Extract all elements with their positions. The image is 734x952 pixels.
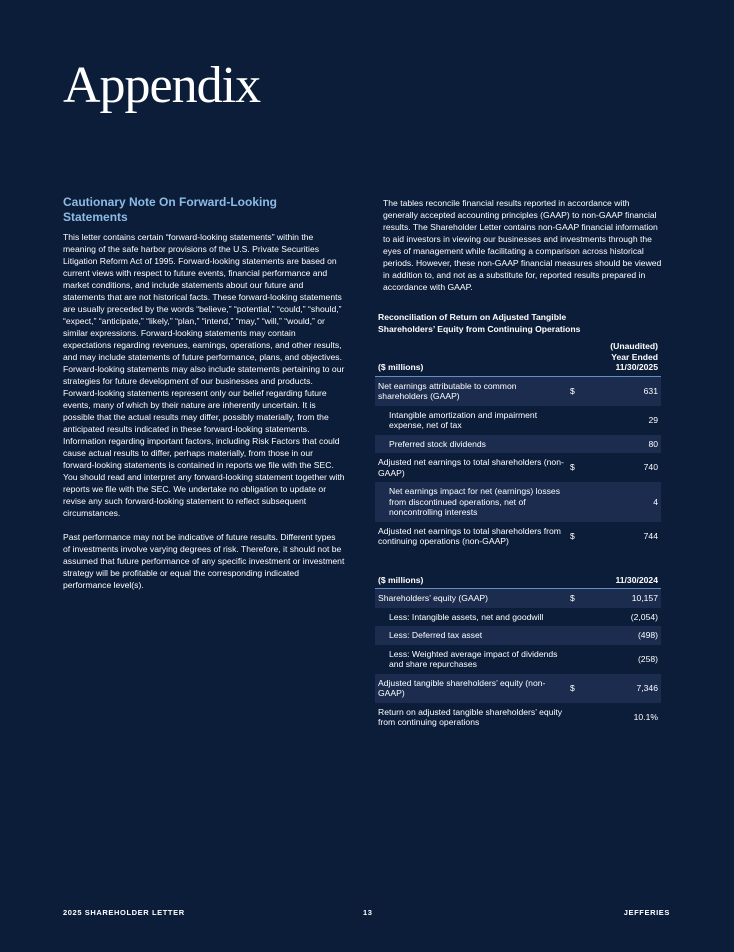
- row-value: 29: [648, 414, 658, 425]
- table-row: [375, 376, 661, 406]
- row-currency: $: [567, 376, 585, 406]
- table-row: [375, 674, 661, 703]
- row-label: Less: Weighted average impact of dividends and share repurchases: [389, 648, 558, 669]
- row-label: Preferred stock dividends: [375, 435, 567, 454]
- cautionary-note: [63, 195, 345, 603]
- table-row: [375, 608, 661, 627]
- row-currency: $: [567, 674, 585, 703]
- reconciliation-table-equity: [375, 575, 661, 732]
- row-value: 10,157: [585, 589, 661, 608]
- row-currency: [567, 626, 585, 645]
- row-currency: [567, 406, 585, 435]
- reconciliation-table-earnings: [375, 341, 661, 551]
- row-currency: $: [570, 530, 575, 541]
- row-value: 744: [643, 530, 658, 541]
- table1-col-line1: (Unaudited): [610, 341, 658, 351]
- row-value: (258): [637, 653, 658, 664]
- row-label: Shareholders’ equity (GAAP): [375, 589, 567, 608]
- row-value: 7,346: [585, 674, 661, 703]
- row-currency: [567, 482, 585, 522]
- table-row: [375, 626, 661, 645]
- footer-publication: 2025 SHAREHOLDER LETTER: [63, 908, 185, 917]
- row-label: Net earnings attributable to common shareholders (GAAP): [375, 376, 567, 406]
- cautionary-paragraph-1: This letter contains certain “forward-looking statements” within the meaning of the safe harbor provisions of the U.S. Private Securities Litigation Reform Act of 1995. Forward-looking statements are based on current views with respect to future events, financial performance and market conditions, and include statements about our future and statements that are not historical facts. These forward-looking statements are usually preceded by the words “believe,” “potential,” “could,” “should,” “expect,” “anticipate,” “likely,” “plan,” “intend,” “may,” “will,” “would,” or similar expressions. Forward-looking statements may contain expectations regarding revenues, earnings, operations, and other results, and may include statements of future performance, plans, and objectives. Forward-looking statements may also include statements pertaining to our strategies for future development of our businesses and products. Forward-looking statements represent only our belief regarding future events, many of which by their nature are inherently uncertain. It is possible that the actual results may differ, possibly materially, from the anticipated results indicated in these forward-looking statements. Information regarding important factors, including Risk Factors that could cause actual results to differ, perhaps materially, from those in our forward-looking statements is contained in reports we file with the SEC. You should read and interpret any forward-looking statement together with reports we file with the SEC. We undertake no obligation to update or revise any such forward-looking statement to reflect subsequent circumstances.: [63, 232, 345, 518]
- table1-title-line1: Reconciliation of Return on Adjusted Tangible: [378, 312, 567, 322]
- row-currency: $: [567, 589, 585, 608]
- row-value: 740: [643, 462, 658, 473]
- row-currency: [567, 645, 585, 674]
- table-row: [375, 435, 661, 454]
- reconciliation-section: [375, 197, 661, 732]
- row-label: Adjusted tangible shareholders’ equity (non-GAAP): [375, 674, 567, 703]
- row-value: (2,054): [630, 611, 658, 622]
- row-value: 80: [585, 435, 661, 454]
- row-label: Intangible amortization and impairment expense, net of tax: [389, 409, 538, 430]
- table-row: [375, 645, 661, 674]
- row-label: Net earnings impact for net (earnings) losses from discontinued operations, net of noncontrolling interests: [375, 482, 567, 522]
- row-label: Adjusted net earnings to total shareholders (non-GAAP): [378, 457, 564, 478]
- row-currency: $: [570, 462, 575, 473]
- table-row: [375, 406, 661, 435]
- footer-company: JEFFERIES: [623, 908, 670, 917]
- row-label: Return on adjusted tangible shareholders’ equity from continuing operations: [378, 706, 563, 727]
- table-row: [375, 453, 661, 482]
- table-row: [375, 589, 661, 608]
- table1-title: [378, 311, 661, 335]
- table-row: [375, 703, 661, 732]
- row-label: Less: Deferred tax asset: [375, 626, 567, 645]
- table-row: [375, 482, 661, 522]
- table1-title-line2: Shareholders’ Equity from Continuing Operations: [378, 324, 581, 334]
- page-title: Appendix: [63, 57, 261, 114]
- table1-unit-label: ($ millions): [378, 362, 424, 372]
- row-currency: [567, 608, 585, 627]
- row-currency: [567, 703, 585, 732]
- table2-column-header: 11/30/2024: [615, 574, 658, 585]
- table-row: [375, 522, 661, 551]
- table1-col-line3: 11/30/2025: [615, 362, 658, 372]
- row-value: 631: [585, 376, 661, 406]
- table1-column-header: [585, 341, 661, 376]
- footer-page-number: 13: [363, 908, 373, 917]
- table2-unit-label: ($ millions): [378, 574, 424, 585]
- row-value: (498): [585, 626, 661, 645]
- cautionary-paragraph-2: Past performance may not be indicative of future results. Different types of investments involve varying degrees of risk. Therefore, it should not be assumed that future performance of any specific investment or investment strategy will be profitable or equal the corresponding indicated performance level(s).: [63, 532, 345, 590]
- row-value: 4: [585, 482, 661, 522]
- table1-col-line2: Year Ended: [611, 351, 658, 362]
- row-currency: [567, 435, 585, 454]
- cautionary-heading: Cautionary Note On Forward-Looking Statements: [63, 195, 278, 224]
- row-value: 10.1%: [633, 711, 658, 722]
- row-label: Adjusted net earnings to total shareholders from continuing operations (non-GAAP): [378, 525, 561, 546]
- row-label: Less: Intangible assets, net and goodwill: [389, 611, 544, 622]
- reconciliation-intro: The tables reconcile financial results reported in accordance with generally accepted accounting principles (GAAP) to non-GAAP financial results. The Shareholder Letter contains non-GAAP financial information to aid investors in viewing our businesses and investments through the eyes of management while facilitating a comparison across historical periods. However, these non-GAAP financial measures should be viewed in addition to, and not as a substitute for, reported results prepared in accordance with GAAP.: [383, 198, 662, 292]
